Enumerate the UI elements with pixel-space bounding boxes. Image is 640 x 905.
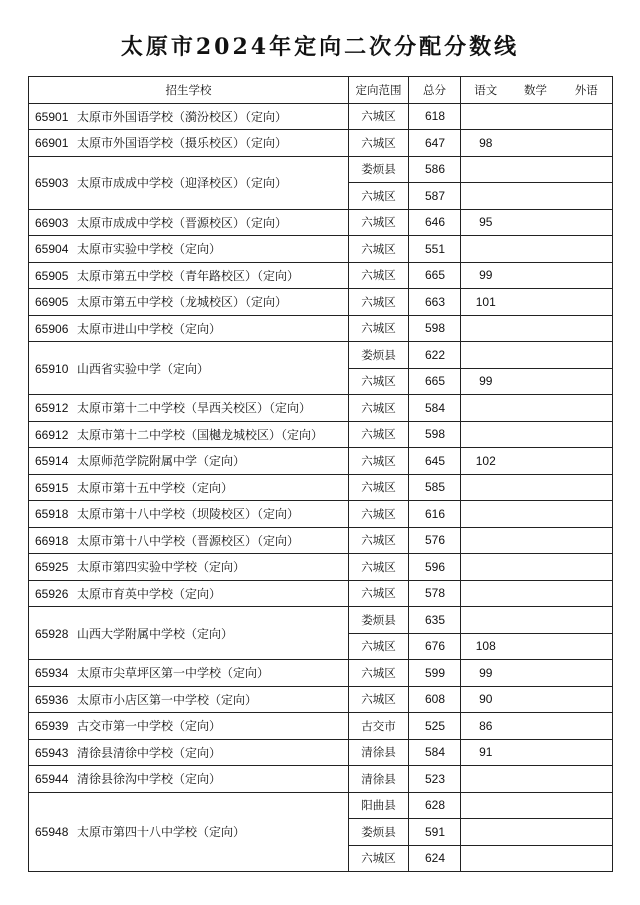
foreign-score-cell: [561, 209, 613, 236]
school-name: 太原市外国语学校（漪汾校区）（定向）: [77, 109, 288, 124]
foreign-score-cell: [561, 130, 613, 157]
total-score-cell: 646: [409, 209, 461, 236]
header-total: 总分: [409, 77, 461, 104]
table-row: [29, 739, 613, 766]
school-cell: [29, 580, 349, 607]
table-row: [29, 766, 613, 793]
school-code: 65944: [35, 772, 69, 787]
total-score-cell: 645: [409, 448, 461, 475]
school-code: 66901: [35, 136, 69, 151]
scope-cell: 六城区: [349, 660, 409, 687]
scope-cell: 六城区: [349, 501, 409, 528]
school-code: 65939: [35, 719, 69, 734]
school-name: 太原市进山中学校（定向）: [77, 321, 222, 336]
school-cell: [29, 474, 349, 501]
school-code: 65904: [35, 242, 69, 257]
school-cell: [29, 554, 349, 581]
table-row: [29, 792, 613, 819]
scope-cell: 六城区: [349, 554, 409, 581]
foreign-score-cell: [561, 607, 613, 634]
chinese-score-cell: [461, 156, 511, 183]
scope-cell: 六城区: [349, 421, 409, 448]
school-cell: [29, 448, 349, 475]
scope-cell: 娄烦县: [349, 156, 409, 183]
chinese-score-cell: [461, 554, 511, 581]
math-score-cell: [511, 607, 561, 634]
school-name: 太原市外国语学校（摄乐校区）（定向）: [77, 136, 288, 151]
school-code: 65918: [35, 507, 69, 522]
table-row: [29, 713, 613, 740]
school-cell: [29, 607, 349, 660]
school-cell: [29, 209, 349, 236]
school-cell: [29, 342, 349, 395]
table-row: [29, 660, 613, 687]
table-row: [29, 554, 613, 581]
chinese-score-cell: 99: [461, 262, 511, 289]
total-score-cell: 618: [409, 103, 461, 130]
chinese-score-cell: [461, 103, 511, 130]
chinese-score-cell: [461, 342, 511, 369]
foreign-score-cell: [561, 792, 613, 819]
math-score-cell: [511, 845, 561, 872]
table-row: [29, 448, 613, 475]
school-code: 65906: [35, 321, 69, 336]
school-code: 65914: [35, 454, 69, 469]
math-score-cell: [511, 315, 561, 342]
header-scope: 定向范围: [349, 77, 409, 104]
table-row: [29, 315, 613, 342]
total-score-cell: 596: [409, 554, 461, 581]
table-row: [29, 580, 613, 607]
chinese-score-cell: 91: [461, 739, 511, 766]
chinese-score-cell: [461, 183, 511, 210]
math-score-cell: [511, 289, 561, 316]
school-name: 太原师范学院附属中学（定向）: [77, 454, 246, 469]
school-code: 66918: [35, 533, 69, 548]
foreign-score-cell: [561, 527, 613, 554]
scope-cell: 六城区: [349, 209, 409, 236]
school-cell: [29, 130, 349, 157]
school-name: 太原市小店区第一中学校（定向）: [77, 692, 258, 707]
scope-cell: 六城区: [349, 580, 409, 607]
scope-cell: 六城区: [349, 103, 409, 130]
foreign-score-cell: [561, 262, 613, 289]
foreign-score-cell: [561, 713, 613, 740]
table-row: [29, 342, 613, 369]
math-score-cell: [511, 421, 561, 448]
header-math: 数学: [511, 77, 561, 104]
chinese-score-cell: [461, 819, 511, 846]
table-row: [29, 527, 613, 554]
total-score-cell: 599: [409, 660, 461, 687]
math-score-cell: [511, 342, 561, 369]
table-row: [29, 421, 613, 448]
school-cell: [29, 236, 349, 263]
school-name: 太原市第十八中学校（坝陵校区）（定向）: [77, 507, 300, 522]
table-row: [29, 103, 613, 130]
total-score-cell: 576: [409, 527, 461, 554]
foreign-score-cell: [561, 766, 613, 793]
math-score-cell: [511, 183, 561, 210]
scope-cell: 六城区: [349, 289, 409, 316]
school-name: 太原市第五中学校（龙城校区）（定向）: [77, 295, 288, 310]
school-name: 太原市第四十八中学校（定向）: [77, 825, 246, 840]
school-cell: [29, 421, 349, 448]
total-score-cell: 587: [409, 183, 461, 210]
page-title: 太原市2024年定向二次分配分数线: [120, 34, 520, 60]
scope-cell: 六城区: [349, 183, 409, 210]
school-name: 太原市第十二中学校（国樾龙城校区）（定向）: [77, 427, 324, 442]
chinese-score-cell: [461, 792, 511, 819]
school-name: 古交市第一中学校（定向）: [77, 719, 222, 734]
math-score-cell: [511, 130, 561, 157]
math-score-cell: [511, 554, 561, 581]
total-score-cell: 676: [409, 633, 461, 660]
school-code: 65905: [35, 268, 69, 283]
foreign-score-cell: [561, 156, 613, 183]
school-name: 太原市第十二中学校（旱西关校区）（定向）: [77, 401, 312, 416]
foreign-score-cell: [561, 315, 613, 342]
scope-cell: 六城区: [349, 395, 409, 422]
scope-cell: 六城区: [349, 130, 409, 157]
total-score-cell: 598: [409, 315, 461, 342]
chinese-score-cell: [461, 845, 511, 872]
table-row: [29, 501, 613, 528]
foreign-score-cell: [561, 660, 613, 687]
school-cell: [29, 766, 349, 793]
school-code: 66905: [35, 295, 69, 310]
total-score-cell: 591: [409, 819, 461, 846]
chinese-score-cell: [461, 527, 511, 554]
total-score-cell: 665: [409, 368, 461, 395]
school-name: 太原市第十八中学校（晋源校区）（定向）: [77, 533, 300, 548]
foreign-score-cell: [561, 421, 613, 448]
chinese-score-cell: 99: [461, 368, 511, 395]
scope-cell: 六城区: [349, 633, 409, 660]
total-score-cell: 586: [409, 156, 461, 183]
foreign-score-cell: [561, 739, 613, 766]
scope-cell: 清徐县: [349, 739, 409, 766]
school-code: 66912: [35, 427, 69, 442]
math-score-cell: [511, 236, 561, 263]
total-score-cell: 585: [409, 474, 461, 501]
school-name: 太原市第四实验中学校（定向）: [77, 560, 246, 575]
math-score-cell: [511, 766, 561, 793]
total-score-cell: 665: [409, 262, 461, 289]
scope-cell: 六城区: [349, 527, 409, 554]
total-score-cell: 584: [409, 395, 461, 422]
total-score-cell: 628: [409, 792, 461, 819]
table-row: [29, 209, 613, 236]
scope-cell: 娄烦县: [349, 607, 409, 634]
table-row: [29, 236, 613, 263]
total-score-cell: 584: [409, 739, 461, 766]
table-row: [29, 474, 613, 501]
chinese-score-cell: [461, 421, 511, 448]
school-cell: [29, 395, 349, 422]
foreign-score-cell: [561, 289, 613, 316]
header-chinese: 语文: [461, 77, 511, 104]
chinese-score-cell: 108: [461, 633, 511, 660]
foreign-score-cell: [561, 474, 613, 501]
school-cell: [29, 713, 349, 740]
math-score-cell: [511, 660, 561, 687]
school-cell: [29, 501, 349, 528]
math-score-cell: [511, 156, 561, 183]
math-score-cell: [511, 395, 561, 422]
school-name: 太原市尖草坪区第一中学校（定向）: [77, 666, 270, 681]
math-score-cell: [511, 713, 561, 740]
total-score-cell: 616: [409, 501, 461, 528]
foreign-score-cell: [561, 236, 613, 263]
foreign-score-cell: [561, 368, 613, 395]
math-score-cell: [511, 262, 561, 289]
table-row: [29, 686, 613, 713]
math-score-cell: [511, 501, 561, 528]
scope-cell: 六城区: [349, 368, 409, 395]
header-school: 招生学校: [29, 77, 349, 104]
math-score-cell: [511, 209, 561, 236]
scope-cell: 娄烦县: [349, 819, 409, 846]
math-score-cell: [511, 686, 561, 713]
foreign-score-cell: [561, 819, 613, 846]
chinese-score-cell: [461, 236, 511, 263]
school-code: 65901: [35, 109, 69, 124]
school-name: 山西省实验中学（定向）: [77, 361, 210, 376]
total-score-cell: 663: [409, 289, 461, 316]
total-score-cell: 624: [409, 845, 461, 872]
total-score-cell: 578: [409, 580, 461, 607]
school-cell: [29, 792, 349, 872]
foreign-score-cell: [561, 686, 613, 713]
total-score-cell: 622: [409, 342, 461, 369]
header-foreign: 外语: [561, 77, 613, 104]
scope-cell: 六城区: [349, 262, 409, 289]
school-name: 太原市第十五中学校（定向）: [77, 480, 234, 495]
foreign-score-cell: [561, 342, 613, 369]
school-cell: [29, 527, 349, 554]
school-code: 65915: [35, 480, 69, 495]
chinese-score-cell: [461, 580, 511, 607]
math-score-cell: [511, 103, 561, 130]
math-score-cell: [511, 739, 561, 766]
total-score-cell: 598: [409, 421, 461, 448]
school-cell: [29, 289, 349, 316]
chinese-score-cell: 86: [461, 713, 511, 740]
school-code: 65925: [35, 560, 69, 575]
school-name: 太原市实验中学校（定向）: [77, 242, 222, 257]
school-name: 山西大学附属中学校（定向）: [77, 626, 234, 641]
total-score-cell: 635: [409, 607, 461, 634]
scope-cell: 古交市: [349, 713, 409, 740]
chinese-score-cell: 102: [461, 448, 511, 475]
table-row: [29, 607, 613, 634]
table-row: [29, 395, 613, 422]
school-code: 65943: [35, 745, 69, 760]
school-cell: [29, 156, 349, 209]
scope-cell: 阳曲县: [349, 792, 409, 819]
chinese-score-cell: [461, 474, 511, 501]
foreign-score-cell: [561, 395, 613, 422]
chinese-score-cell: 90: [461, 686, 511, 713]
foreign-score-cell: [561, 183, 613, 210]
school-code: 65903: [35, 176, 69, 190]
table-row: [29, 130, 613, 157]
chinese-score-cell: 99: [461, 660, 511, 687]
school-cell: [29, 103, 349, 130]
foreign-score-cell: [561, 554, 613, 581]
chinese-score-cell: [461, 501, 511, 528]
total-score-cell: 608: [409, 686, 461, 713]
foreign-score-cell: [561, 633, 613, 660]
total-score-cell: 551: [409, 236, 461, 263]
scope-cell: 六城区: [349, 315, 409, 342]
math-score-cell: [511, 819, 561, 846]
school-code: 65948: [35, 825, 69, 840]
school-cell: [29, 262, 349, 289]
scope-cell: 六城区: [349, 236, 409, 263]
table-row: [29, 262, 613, 289]
school-cell: [29, 686, 349, 713]
chinese-score-cell: [461, 315, 511, 342]
foreign-score-cell: [561, 845, 613, 872]
school-name: 清徐县清徐中学校（定向）: [77, 745, 222, 760]
total-score-cell: 525: [409, 713, 461, 740]
scope-cell: 娄烦县: [349, 342, 409, 369]
school-name: 太原市第五中学校（青年路校区）（定向）: [77, 268, 300, 283]
math-score-cell: [511, 527, 561, 554]
scope-cell: 六城区: [349, 845, 409, 872]
math-score-cell: [511, 580, 561, 607]
school-name: 太原市成成中学校（迎泽校区）（定向）: [77, 176, 288, 190]
chinese-score-cell: 95: [461, 209, 511, 236]
header-row: [29, 77, 613, 104]
foreign-score-cell: [561, 103, 613, 130]
foreign-score-cell: [561, 580, 613, 607]
chinese-score-cell: [461, 607, 511, 634]
school-name: 太原市育英中学校（定向）: [77, 586, 222, 601]
score-table: [28, 76, 613, 872]
school-cell: [29, 739, 349, 766]
chinese-score-cell: 98: [461, 130, 511, 157]
total-score-cell: 647: [409, 130, 461, 157]
math-score-cell: [511, 368, 561, 395]
math-score-cell: [511, 448, 561, 475]
chinese-score-cell: [461, 766, 511, 793]
math-score-cell: [511, 633, 561, 660]
table-row: [29, 156, 613, 183]
scope-cell: 六城区: [349, 474, 409, 501]
school-code: 65926: [35, 586, 69, 601]
foreign-score-cell: [561, 501, 613, 528]
school-name: 清徐县徐沟中学校（定向）: [77, 772, 222, 787]
school-name: 太原市成成中学校（晋源校区）（定向）: [77, 215, 288, 230]
school-code: 65928: [35, 626, 69, 641]
school-cell: [29, 315, 349, 342]
table-row: [29, 289, 613, 316]
math-score-cell: [511, 474, 561, 501]
school-cell: [29, 660, 349, 687]
scope-cell: 六城区: [349, 686, 409, 713]
school-code: 66903: [35, 215, 69, 230]
scope-cell: 六城区: [349, 448, 409, 475]
school-code: 65934: [35, 666, 69, 681]
school-code: 65912: [35, 401, 69, 416]
chinese-score-cell: [461, 395, 511, 422]
foreign-score-cell: [561, 448, 613, 475]
scope-cell: 清徐县: [349, 766, 409, 793]
school-code: 65910: [35, 361, 69, 376]
chinese-score-cell: 101: [461, 289, 511, 316]
math-score-cell: [511, 792, 561, 819]
total-score-cell: 523: [409, 766, 461, 793]
school-code: 65936: [35, 692, 69, 707]
